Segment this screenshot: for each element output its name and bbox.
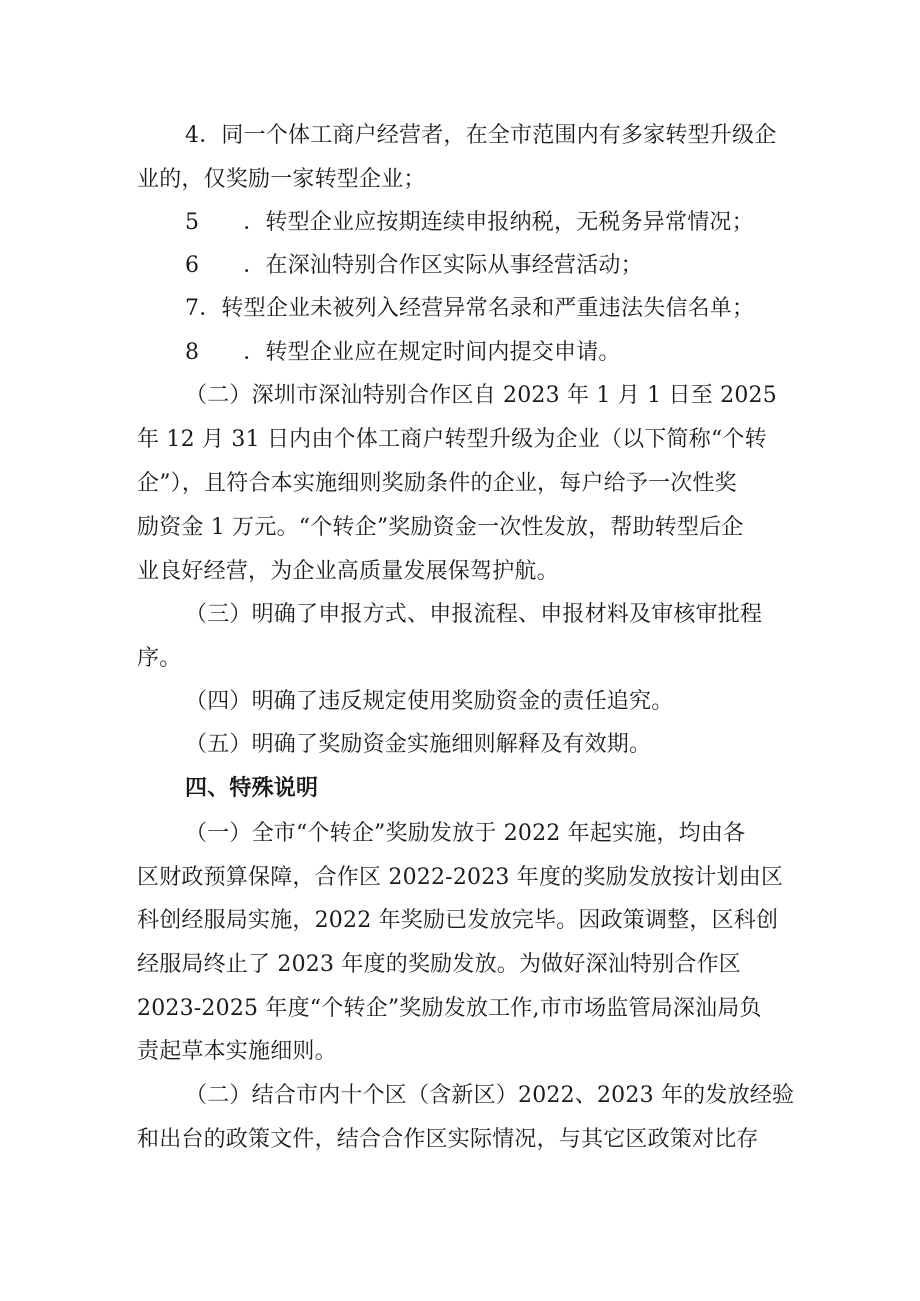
special-1-line-6: 责起草本实施细则。 bbox=[137, 1039, 337, 1064]
section-2-line-2: 年 12 月 31 日内由个体工商户转型升级为企业（以下简称“个转 bbox=[137, 427, 767, 452]
section-2-line-1: （二）深圳市深汕特别合作区自 2023 年 1 月 1 日至 2025 bbox=[185, 383, 777, 408]
section-2-line-4: 励资金 1 万元。“个转企”奖励资金一次性发放，帮助转型后企 bbox=[137, 515, 744, 540]
item-5 bbox=[185, 200, 797, 246]
item-5-text: ．转型企业应按期连续申报纳税，无税务异常情况； bbox=[243, 210, 754, 235]
item-4-line-2: 业的，仅奖励一家转型企业； bbox=[137, 167, 426, 192]
item-5-number: 5 bbox=[185, 210, 200, 235]
item-8-text: ．转型企业应在规定时间内提交申请。 bbox=[243, 340, 621, 365]
special-1-line-3: 科创经服局实施，2022 年奖励已发放完毕。因政策调整，区科创 bbox=[137, 908, 779, 933]
item-4-line-1: 4．同一个体工商户经营者，在全市范围内有多家转型升级企 bbox=[185, 123, 777, 148]
special-1-line-5: 2023-2025 年度“个转企”奖励发放工作,市市场监管局深汕局负 bbox=[137, 996, 762, 1021]
heading-special-notes: 四、特殊说明 bbox=[185, 776, 319, 801]
item-7: 7．转型企业未被列入经营异常名录和严重违法失信名单； bbox=[185, 296, 755, 321]
special-2-line-1: （二）结合市内十个区（含新区）2022、2023 年的发放经验 bbox=[185, 1083, 795, 1108]
item-6-text: ．在深汕特别合作区实际从事经营活动； bbox=[243, 253, 643, 278]
special-2-line-2: 和出台的政策文件，结合合作区实际情况，与其它区政策对比存 bbox=[137, 1127, 759, 1152]
item-6 bbox=[185, 243, 797, 289]
item-8 bbox=[185, 330, 797, 376]
section-5: （五）明确了奖励资金实施细则解释及有效期。 bbox=[185, 732, 652, 757]
section-2-line-5: 业良好经营，为企业高质量发展保驾护航。 bbox=[137, 559, 559, 584]
item-8-number: 8 bbox=[185, 340, 200, 365]
special-1-line-4: 经服局终止了 2023 年度的奖励发放。为做好深汕特别合作区 bbox=[137, 952, 741, 977]
item-6-number: 6 bbox=[185, 253, 200, 278]
section-2-line-3: 企”），且符合本实施细则奖励条件的企业，每户给予一次性奖 bbox=[137, 471, 737, 496]
section-4: （四）明确了违反规定使用奖励资金的责任追究。 bbox=[185, 689, 674, 714]
section-3-line-1: （三）明确了申报方式、申报流程、申报材料及审核审批程 bbox=[185, 602, 763, 627]
section-3-line-2: 序。 bbox=[137, 646, 182, 671]
special-1-line-1: （一）全市“个转企”奖励发放于 2022 年起实施，均由各 bbox=[185, 821, 746, 846]
special-1-line-2: 区财政预算保障，合作区 2022-2023 年度的奖励发放按计划由区 bbox=[137, 865, 784, 890]
